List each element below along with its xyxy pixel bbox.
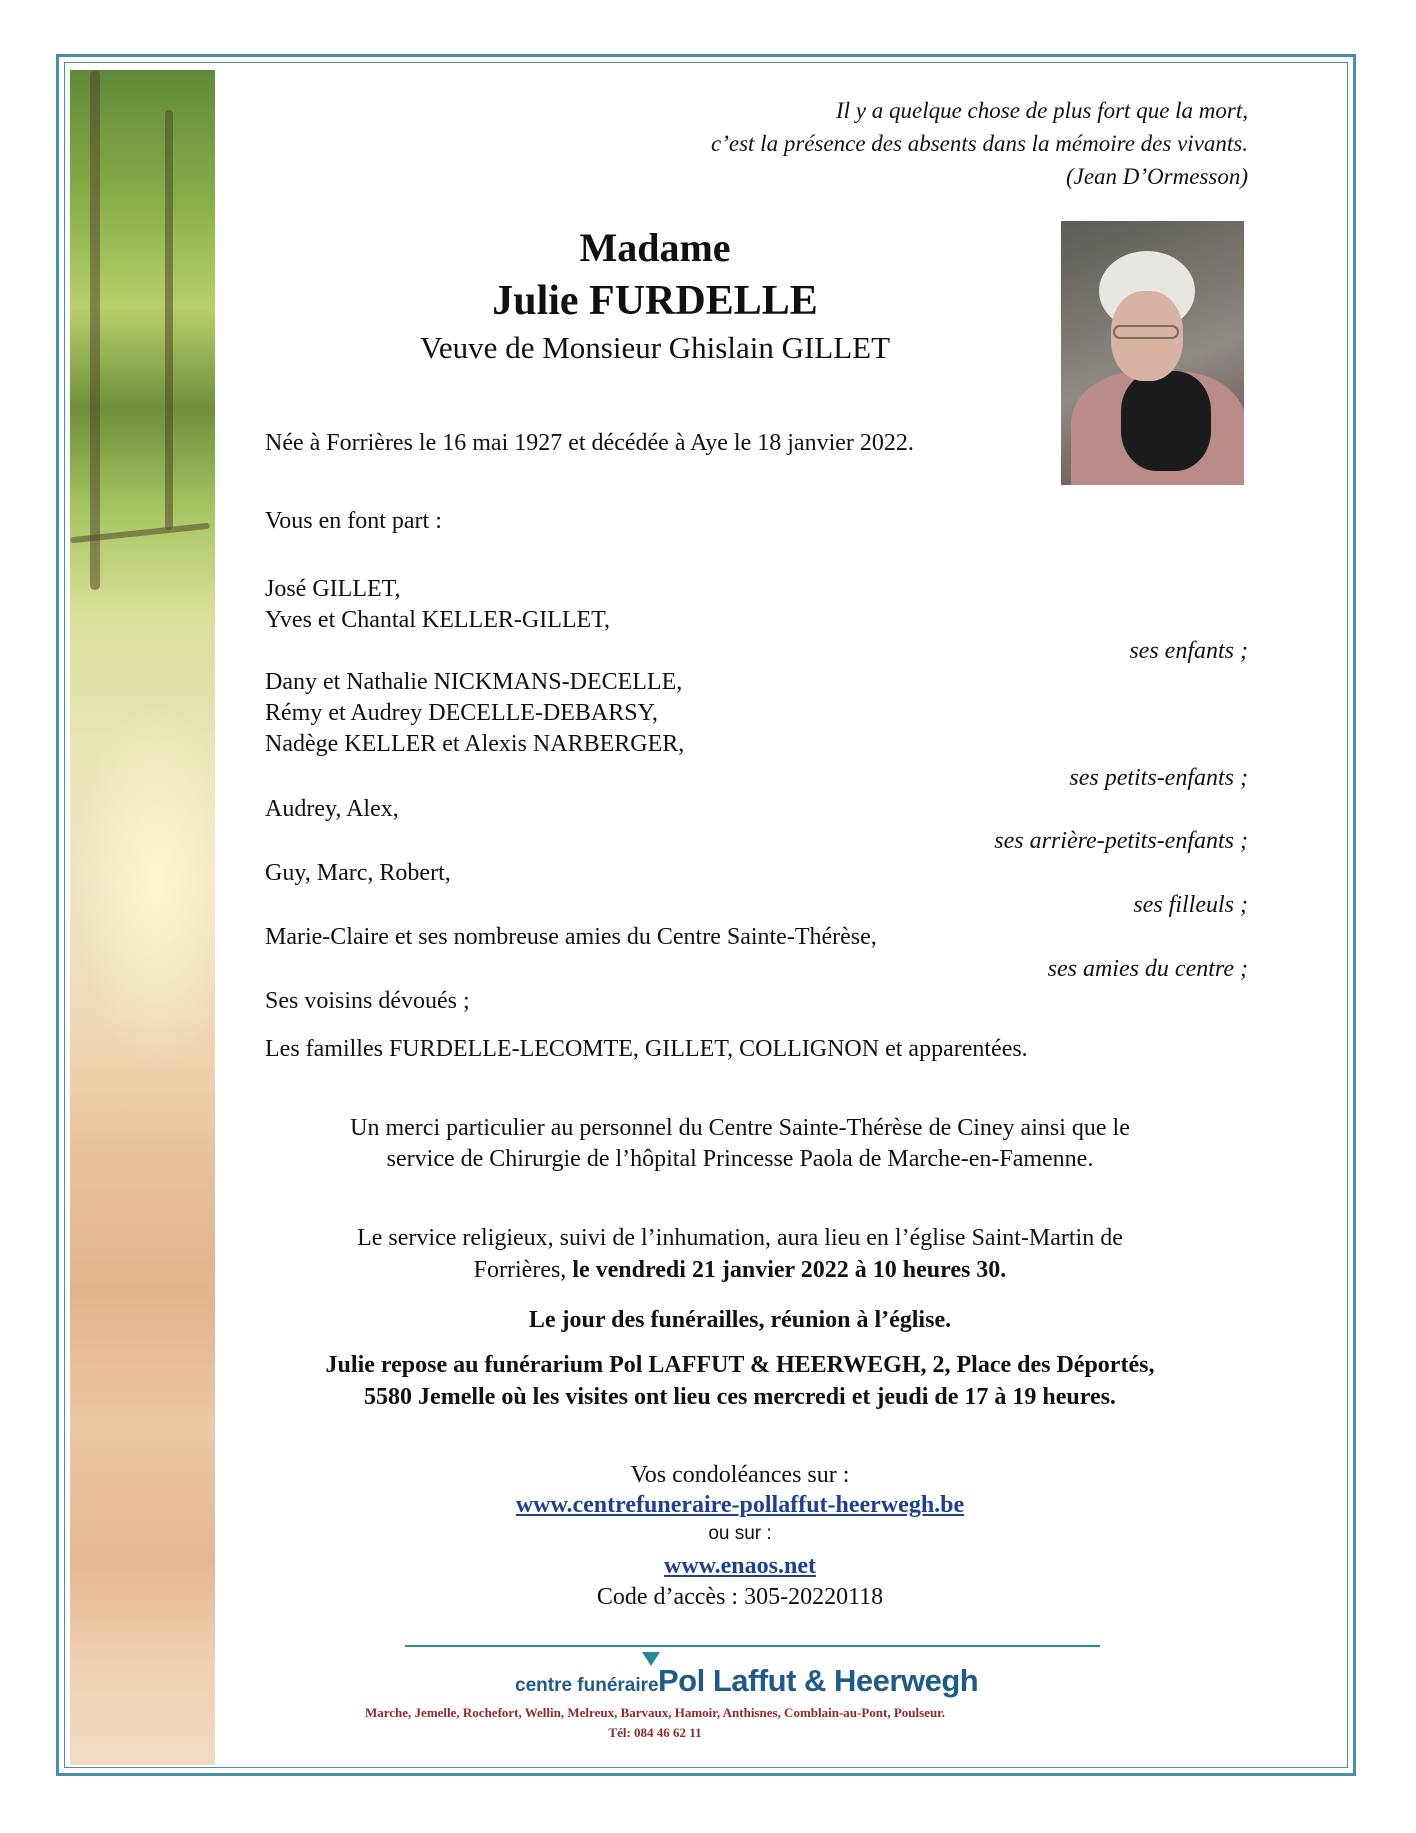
service-place: Forrières, (473, 1257, 567, 1283)
grandchild-1: Dany et Nathalie NICKMANS-DECELLE, (265, 669, 683, 695)
service-line-2 (240, 1257, 1240, 1284)
announce-intro: Vous en font part : (265, 508, 442, 534)
child-2: Yves et Chantal KELLER-GILLET, (265, 607, 611, 633)
service-line-1: Le service religieux, suivi de l’inhumation, aura lieu en l’église Saint-Martin de (357, 1225, 1123, 1251)
birth-death: Née à Forrières le 16 mai 1927 et décédée à Aye le 18 janvier 2022. (265, 430, 914, 456)
grandchild-3: Nadège KELLER et Alexis NARBERGER, (265, 731, 685, 757)
neighbours: Ses voisins dévoués ; (265, 988, 470, 1014)
godchildren: Guy, Marc, Robert, (265, 860, 451, 886)
friends-label: ses amies du centre ; (1047, 956, 1248, 982)
child-1: José GILLET, (265, 576, 401, 602)
condolences-or: ou sur : (708, 1523, 772, 1544)
rest-line-1: Julie repose au funérarium Pol LAFFUT & HEERWEGH, 2, Place des Déportés, (325, 1352, 1155, 1378)
quote-line-2: c’est la présence des absents dans la mémoire des vivants. (711, 131, 1248, 156)
logo-subtitle: centre funéraire (515, 1675, 659, 1696)
logo-divider (405, 1645, 1100, 1647)
friends: Marie-Claire et ses nombreuse amies du Centre Sainte-Thérèse, (265, 924, 877, 950)
honorific: Madame (579, 225, 731, 270)
logo-phone: Tél: 084 46 62 11 (608, 1725, 702, 1740)
portrait-photo (1061, 221, 1244, 485)
great-grandchildren-label: ses arrière-petits-enfants ; (994, 828, 1248, 854)
great-grandchildren: Audrey, Alex, (265, 796, 399, 822)
thanks-line-1: Un merci particulier au personnel du Centre Sainte-Thérèse de Ciney ainsi que le (350, 1115, 1130, 1141)
condolences-link-1[interactable]: www.centrefuneraire-pollaffut-heerwegh.be (515, 1492, 965, 1518)
grandchild-2: Rémy et Audrey DECELLE-DEBARSY, (265, 700, 658, 726)
thanks-line-2: service de Chirurgie de l’hôpital Princesse Paola de Marche-en-Famenne. (386, 1146, 1094, 1172)
grandchildren-label: ses petits-enfants ; (1069, 765, 1248, 791)
deceased-name: Julie FURDELLE (492, 278, 818, 324)
widow-of: Veuve de Monsieur Ghislain GILLET (419, 330, 891, 365)
meeting-info: Le jour des funérailles, réunion à l’église. (528, 1307, 952, 1333)
logo-brand: Pol Laffut & Heerwegh (658, 1663, 979, 1698)
access-code: Code d’accès : 305-20220118 (596, 1584, 884, 1610)
condolences-link-2[interactable]: www.enaos.net (663, 1553, 816, 1579)
families: Les familles FURDELLE-LECOMTE, GILLET, COLLIGNON et apparentées. (265, 1036, 1028, 1062)
logo-cities: Marche, Jemelle, Rochefort, Wellin, Melreux, Barvaux, Hamoir, Anthisnes, Comblain-au-Pont, Poulseur. (364, 1705, 946, 1720)
quote-line-1: Il y a quelque chose de plus fort que la mort, (835, 98, 1248, 123)
condolences-link-1-wrap (240, 1492, 1240, 1519)
rest-line-2: 5580 Jemelle où les visites ont lieu ces mercredi et jeudi de 17 à 19 heures. (364, 1384, 1116, 1410)
quote-author: (Jean D’Ormesson) (1065, 164, 1248, 189)
children-label: ses enfants ; (1129, 638, 1248, 664)
service-date: le vendredi 21 janvier 2022 à 10 heures 30. (572, 1257, 1007, 1283)
condolences-intro: Vos condoléances sur : (630, 1462, 850, 1488)
condolences-link-2-wrap (240, 1553, 1240, 1580)
godchildren-label: ses filleuls ; (1133, 892, 1248, 918)
